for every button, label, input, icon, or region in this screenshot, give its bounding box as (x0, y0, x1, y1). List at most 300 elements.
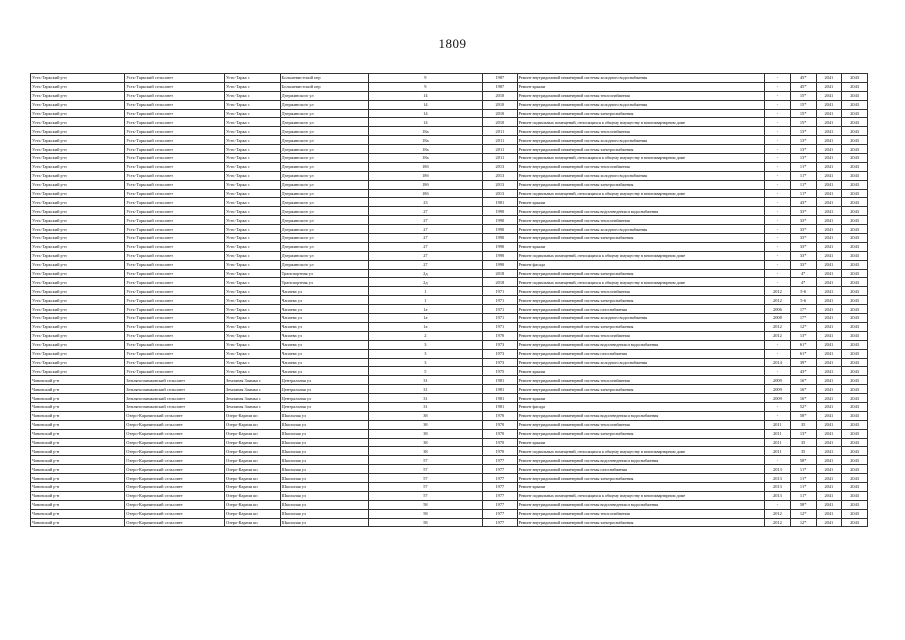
wear-cell: 12* (790, 518, 816, 527)
house-cell: 27 (368, 207, 483, 216)
last-repair-year-cell: 2009 (765, 376, 791, 385)
district-cell: Усть-Таркский р-н (31, 74, 125, 83)
settlement-cell: Усть-Тарка с (224, 340, 280, 349)
municipality-cell: Озеро-Карачинский сельсовет (125, 429, 225, 438)
street-cell: Чапаева ул (280, 331, 368, 340)
plan-end-cell: 2043 (842, 189, 868, 198)
year-built-cell: 2011 (483, 136, 517, 145)
street-cell: Школьная ул (280, 509, 368, 518)
last-repair-year-cell: 2011 (765, 420, 791, 429)
year-built-cell: 1971 (483, 296, 517, 305)
year-built-cell: 1971 (483, 287, 517, 296)
municipality-cell: Усть-Таркский сельсовет (125, 189, 225, 198)
year-built-cell: 2011 (483, 127, 517, 136)
district-cell: Усть-Таркский р-н (31, 305, 125, 314)
plan-end-cell: 2043 (842, 420, 868, 429)
street-cell: Дзержинского ул (280, 207, 368, 216)
table-row (31, 109, 868, 118)
settlement-cell: Усть-Тарка с (224, 127, 280, 136)
street-cell: Школьная ул (280, 438, 368, 447)
table-row (31, 91, 868, 100)
last-repair-year-cell: - (765, 242, 791, 251)
municipality-cell: Усть-Таркский сельсовет (125, 136, 225, 145)
street-cell: Чапаева ул (280, 358, 368, 367)
plan-start-cell: 2041 (816, 207, 842, 216)
plan-end-cell: 2043 (842, 491, 868, 500)
table-row (31, 500, 868, 509)
plan-end-cell: 2043 (842, 118, 868, 127)
settlement-cell: Усть-Тарка с (224, 198, 280, 207)
plan-start-cell: 2041 (816, 162, 842, 171)
plan-start-cell: 2041 (816, 402, 842, 411)
table-row (31, 429, 868, 438)
table-row (31, 314, 868, 323)
district-cell: Усть-Таркский р-н (31, 287, 125, 296)
municipality-cell: Усть-Таркский сельсовет (125, 100, 225, 109)
plan-end-cell: 2043 (842, 74, 868, 83)
table-row (31, 456, 868, 465)
repair-schedule-sheet (30, 73, 868, 527)
street-cell: Школьная ул (280, 500, 368, 509)
district-cell: Чановский р-н (31, 465, 125, 474)
district-cell: Усть-Таркский р-н (31, 260, 125, 269)
street-cell: Дзержинского ул (280, 171, 368, 180)
plan-start-cell: 2041 (816, 216, 842, 225)
district-cell: Чановский р-н (31, 385, 125, 394)
wear-cell: 11* (790, 171, 816, 180)
year-built-cell: 1977 (483, 491, 517, 500)
plan-start-cell: 2041 (816, 127, 842, 136)
municipality-cell: Озеро-Карачинский сельсовет (125, 465, 225, 474)
house-cell: 2д (368, 269, 483, 278)
plan-end-cell: 2043 (842, 474, 868, 483)
last-repair-year-cell: 2009 (765, 385, 791, 394)
street-cell: Дзержинского ул (280, 225, 368, 234)
settlement-cell: Усть-Тарка с (224, 118, 280, 127)
street-cell: Дзержинского ул (280, 91, 368, 100)
house-cell: 57 (368, 465, 483, 474)
settlement-cell: Усть-Тарка с (224, 136, 280, 145)
house-cell: 18б (368, 162, 483, 171)
wear-cell: 5-6 (790, 296, 816, 305)
street-cell: Дзержинского ул (280, 260, 368, 269)
plan-start-cell: 2041 (816, 465, 842, 474)
year-built-cell: 1987 (483, 74, 517, 83)
table-row (31, 447, 868, 456)
work-type-cell: Ремонт подвальных помещений, относящихся к общему имуществу в многоквартирном доме (517, 491, 765, 500)
year-built-cell: 1971 (483, 305, 517, 314)
plan-start-cell: 2041 (816, 225, 842, 234)
wear-cell: 33* (790, 225, 816, 234)
district-cell: Усть-Таркский р-н (31, 242, 125, 251)
plan-end-cell: 2043 (842, 358, 868, 367)
last-repair-year-cell: - (765, 225, 791, 234)
plan-end-cell: 2043 (842, 251, 868, 260)
settlement-cell: Усть-Тарка с (224, 349, 280, 358)
plan-start-cell: 2041 (816, 296, 842, 305)
table-row (31, 340, 868, 349)
municipality-cell: Усть-Таркский сельсовет (125, 145, 225, 154)
table-row (31, 305, 868, 314)
year-built-cell: 2010 (483, 109, 517, 118)
street-cell: Школьная ул (280, 482, 368, 491)
year-built-cell: 1975 (483, 367, 517, 376)
year-built-cell: 1970 (483, 438, 517, 447)
house-cell: 5 (368, 367, 483, 376)
page-number: 1809 (438, 36, 467, 51)
work-type-cell: Ремонт внутридомовой инженерной системы теплоснабжения (517, 91, 765, 100)
table-row (31, 171, 868, 180)
table-row (31, 162, 868, 171)
last-repair-year-cell: 2012 (765, 331, 791, 340)
district-cell: Усть-Таркский р-н (31, 349, 125, 358)
work-type-cell: Ремонт внутридомовой инженерной системы теплоснабжения (517, 127, 765, 136)
wear-cell: 13* (790, 145, 816, 154)
work-type-cell: Ремонт внутридомовой инженерной системы водоотведения и водоснабжения (517, 207, 765, 216)
street-cell: Чапаева ул (280, 367, 368, 376)
district-cell: Усть-Таркский р-н (31, 207, 125, 216)
plan-start-cell: 2041 (816, 145, 842, 154)
table-row (31, 154, 868, 163)
district-cell: Усть-Таркский р-н (31, 234, 125, 243)
settlement-cell: Озеро-Карачи кп (224, 456, 280, 465)
plan-start-cell: 2041 (816, 154, 842, 163)
wear-cell: 35 (790, 438, 816, 447)
year-built-cell: 1981 (483, 394, 517, 403)
settlement-cell: Земляная Заимка с (224, 394, 280, 403)
wear-cell: 11* (790, 465, 816, 474)
district-cell: Чановский р-н (31, 402, 125, 411)
last-repair-year-cell: 2006 (765, 305, 791, 314)
district-cell: Усть-Таркский р-н (31, 296, 125, 305)
wear-cell: 52* (790, 402, 816, 411)
settlement-cell: Усть-Тарка с (224, 278, 280, 287)
plan-end-cell: 2043 (842, 91, 868, 100)
district-cell: Усть-Таркский р-н (31, 358, 125, 367)
wear-cell: 13* (790, 127, 816, 136)
street-cell: Дзержинского ул (280, 109, 368, 118)
house-cell: 58 (368, 509, 483, 518)
wear-cell: 11* (790, 474, 816, 483)
settlement-cell: Усть-Тарка с (224, 154, 280, 163)
street-cell: Дзержинского ул (280, 180, 368, 189)
last-repair-year-cell: - (765, 82, 791, 91)
municipality-cell: Озеро-Карачинский сельсовет (125, 411, 225, 420)
settlement-cell: Озеро-Карачи кп (224, 500, 280, 509)
work-type-cell: Ремонт внутридомовой инженерной системы водоотведения и водоснабжения (517, 340, 765, 349)
wear-cell: 58* (790, 456, 816, 465)
municipality-cell: Усть-Таркский сельсовет (125, 234, 225, 243)
plan-end-cell: 2043 (842, 207, 868, 216)
street-cell: Школьная ул (280, 465, 368, 474)
year-built-cell: 1971 (483, 322, 517, 331)
district-cell: Усть-Таркский р-н (31, 118, 125, 127)
year-built-cell: 1971 (483, 314, 517, 323)
municipality-cell: Усть-Таркский сельсовет (125, 118, 225, 127)
municipality-cell: Усть-Таркский сельсовет (125, 278, 225, 287)
plan-end-cell: 2043 (842, 109, 868, 118)
last-repair-year-cell: - (765, 180, 791, 189)
work-type-cell: Ремонт фасада (517, 260, 765, 269)
settlement-cell: Усть-Тарка с (224, 82, 280, 91)
plan-start-cell: 2041 (816, 82, 842, 91)
plan-end-cell: 2043 (842, 465, 868, 474)
municipality-cell: Усть-Таркский сельсовет (125, 287, 225, 296)
plan-end-cell: 2043 (842, 447, 868, 456)
plan-end-cell: 2043 (842, 394, 868, 403)
plan-start-cell: 2041 (816, 367, 842, 376)
district-cell: Чановский р-н (31, 429, 125, 438)
district-cell: Усть-Таркский р-н (31, 340, 125, 349)
district-cell: Чановский р-н (31, 500, 125, 509)
last-repair-year-cell: - (765, 216, 791, 225)
plan-start-cell: 2041 (816, 234, 842, 243)
table-body (31, 74, 868, 527)
wear-cell: 43* (790, 198, 816, 207)
street-cell: Школьная ул (280, 474, 368, 483)
last-repair-year-cell: - (765, 269, 791, 278)
street-cell: Дзержинского ул (280, 198, 368, 207)
district-cell: Чановский р-н (31, 447, 125, 456)
last-repair-year-cell: - (765, 100, 791, 109)
year-built-cell: 1981 (483, 402, 517, 411)
plan-end-cell: 2043 (842, 402, 868, 411)
table-row (31, 287, 868, 296)
street-cell: Дзержинского ул (280, 127, 368, 136)
settlement-cell: Усть-Тарка с (224, 367, 280, 376)
municipality-cell: Усть-Таркский сельсовет (125, 305, 225, 314)
street-cell: Чапаева ул (280, 296, 368, 305)
street-cell: Дзержинского ул (280, 118, 368, 127)
year-built-cell: 1970 (483, 429, 517, 438)
house-cell: 57 (368, 456, 483, 465)
table-row (31, 145, 868, 154)
last-repair-year-cell: - (765, 367, 791, 376)
plan-start-cell: 2041 (816, 438, 842, 447)
year-built-cell: 1990 (483, 234, 517, 243)
municipality-cell: Усть-Таркский сельсовет (125, 216, 225, 225)
district-cell: Усть-Таркский р-н (31, 189, 125, 198)
year-built-cell: 1977 (483, 500, 517, 509)
house-cell: 58 (368, 518, 483, 527)
street-cell: Большевистский пер (280, 74, 368, 83)
district-cell: Чановский р-н (31, 491, 125, 500)
wear-cell: 33* (790, 260, 816, 269)
year-built-cell: 2018 (483, 269, 517, 278)
work-type-cell: Ремонт внутридомовой инженерной системы газоснабжения (517, 305, 765, 314)
table-row (31, 358, 868, 367)
year-built-cell: 2010 (483, 100, 517, 109)
district-cell: Усть-Таркский р-н (31, 278, 125, 287)
settlement-cell: Озеро-Карачи кп (224, 491, 280, 500)
street-cell: Дзержинского ул (280, 189, 368, 198)
work-type-cell: Ремонт внутридомовой инженерной системы электроснабжения (517, 234, 765, 243)
municipality-cell: Озеро-Карачинский сельсовет (125, 482, 225, 491)
last-repair-year-cell: 2013 (765, 465, 791, 474)
work-type-cell: Ремонт внутридомовой инженерной системы холодного водоснабжения (517, 225, 765, 234)
house-cell: 18б (368, 171, 483, 180)
year-built-cell: 1990 (483, 207, 517, 216)
last-repair-year-cell: - (765, 456, 791, 465)
house-cell: 38 (368, 429, 483, 438)
plan-end-cell: 2043 (842, 127, 868, 136)
wear-cell: 33* (790, 234, 816, 243)
last-repair-year-cell: - (765, 260, 791, 269)
work-type-cell: Ремонт внутридомовой инженерной системы холодного водоснабжения (517, 358, 765, 367)
work-type-cell: Ремонт внутридомовой инженерной системы газоснабжения (517, 465, 765, 474)
work-type-cell: Ремонт внутридомовой инженерной системы теплоснабжения (517, 216, 765, 225)
plan-start-cell: 2041 (816, 198, 842, 207)
year-built-cell: 1973 (483, 349, 517, 358)
settlement-cell: Усть-Тарка с (224, 314, 280, 323)
plan-end-cell: 2043 (842, 322, 868, 331)
district-cell: Усть-Таркский р-н (31, 367, 125, 376)
wear-cell: 13* (790, 154, 816, 163)
street-cell: Транспортная ул (280, 269, 368, 278)
plan-end-cell: 2043 (842, 376, 868, 385)
plan-end-cell: 2043 (842, 509, 868, 518)
year-built-cell: 2011 (483, 145, 517, 154)
settlement-cell: Усть-Тарка с (224, 287, 280, 296)
plan-start-cell: 2041 (816, 385, 842, 394)
district-cell: Усть-Таркский р-н (31, 100, 125, 109)
wear-cell: 61* (790, 349, 816, 358)
wear-cell: 33* (790, 242, 816, 251)
wear-cell: 13* (790, 429, 816, 438)
plan-end-cell: 2043 (842, 162, 868, 171)
house-cell: 3 (368, 349, 483, 358)
street-cell: Школьная ул (280, 429, 368, 438)
last-repair-year-cell: - (765, 154, 791, 163)
settlement-cell: Усть-Тарка с (224, 269, 280, 278)
work-type-cell: Ремонт крыши (517, 242, 765, 251)
street-cell: Школьная ул (280, 456, 368, 465)
work-type-cell: Ремонт внутридомовой инженерной системы теплоснабжения (517, 509, 765, 518)
plan-start-cell: 2041 (816, 518, 842, 527)
last-repair-year-cell: - (765, 411, 791, 420)
district-cell: Усть-Таркский р-н (31, 171, 125, 180)
district-cell: Чановский р-н (31, 376, 125, 385)
municipality-cell: Усть-Таркский сельсовет (125, 367, 225, 376)
plan-end-cell: 2043 (842, 171, 868, 180)
plan-end-cell: 2043 (842, 385, 868, 394)
settlement-cell: Усть-Тарка с (224, 234, 280, 243)
district-cell: Усть-Таркский р-н (31, 145, 125, 154)
plan-start-cell: 2041 (816, 447, 842, 456)
year-built-cell: 2011 (483, 154, 517, 163)
house-cell: 31 (368, 394, 483, 403)
table-row (31, 251, 868, 260)
district-cell: Усть-Таркский р-н (31, 322, 125, 331)
work-type-cell: Ремонт внутридомовой инженерной системы теплоснабжения (517, 287, 765, 296)
municipality-cell: Усть-Таркский сельсовет (125, 207, 225, 216)
plan-end-cell: 2043 (842, 305, 868, 314)
plan-end-cell: 2043 (842, 349, 868, 358)
year-built-cell: 2013 (483, 180, 517, 189)
work-type-cell: Ремонт крыши (517, 367, 765, 376)
plan-start-cell: 2041 (816, 305, 842, 314)
street-cell: Чапаева ул (280, 287, 368, 296)
work-type-cell: Ремонт внутридомовой инженерной системы холодного водоснабжения (517, 100, 765, 109)
house-cell: 31 (368, 385, 483, 394)
last-repair-year-cell: - (765, 109, 791, 118)
plan-start-cell: 2041 (816, 171, 842, 180)
house-cell: 57 (368, 491, 483, 500)
year-built-cell: 1977 (483, 456, 517, 465)
house-cell: 31 (368, 376, 483, 385)
wear-cell: 43* (790, 367, 816, 376)
work-type-cell: Ремонт внутридомовой инженерной системы холодного водоснабжения (517, 314, 765, 323)
municipality-cell: Озеро-Карачинский сельсовет (125, 491, 225, 500)
settlement-cell: Усть-Тарка с (224, 242, 280, 251)
house-cell: 38 (368, 438, 483, 447)
street-cell: Дзержинского ул (280, 162, 368, 171)
work-type-cell: Ремонт подвальных помещений, относящихся к общему имуществу в многоквартирном доме (517, 154, 765, 163)
house-cell: 57 (368, 482, 483, 491)
year-built-cell: 1970 (483, 331, 517, 340)
municipality-cell: Озеро-Карачинский сельсовет (125, 420, 225, 429)
year-built-cell: 1990 (483, 260, 517, 269)
street-cell: Дзержинского ул (280, 154, 368, 163)
last-repair-year-cell: - (765, 162, 791, 171)
plan-end-cell: 2043 (842, 411, 868, 420)
year-built-cell: 1990 (483, 251, 517, 260)
municipality-cell: Землянозаимковский сельсовет (125, 402, 225, 411)
plan-start-cell: 2041 (816, 189, 842, 198)
settlement-cell: Усть-Тарка с (224, 109, 280, 118)
settlement-cell: Озеро-Карачи кп (224, 411, 280, 420)
street-cell: Дзержинского ул (280, 136, 368, 145)
plan-start-cell: 2041 (816, 456, 842, 465)
municipality-cell: Усть-Таркский сельсовет (125, 296, 225, 305)
street-cell: Чапаева ул (280, 349, 368, 358)
municipality-cell: Землянозаимковский сельсовет (125, 394, 225, 403)
street-cell: Центральная ул (280, 402, 368, 411)
settlement-cell: Усть-Тарка с (224, 189, 280, 198)
settlement-cell: Усть-Тарка с (224, 251, 280, 260)
house-cell: 57 (368, 474, 483, 483)
municipality-cell: Усть-Таркский сельсовет (125, 340, 225, 349)
work-type-cell: Ремонт внутридомовой инженерной системы теплоснабжения (517, 420, 765, 429)
street-cell: Центральная ул (280, 385, 368, 394)
district-cell: Чановский р-н (31, 482, 125, 491)
year-built-cell: 1981 (483, 385, 517, 394)
last-repair-year-cell: 2008 (765, 314, 791, 323)
district-cell: Усть-Таркский р-н (31, 82, 125, 91)
settlement-cell: Усть-Тарка с (224, 216, 280, 225)
plan-end-cell: 2043 (842, 242, 868, 251)
year-built-cell: 1990 (483, 216, 517, 225)
house-cell: 27 (368, 216, 483, 225)
work-type-cell: Ремонт внутридомовой инженерной системы электроснабжения (517, 180, 765, 189)
table-row (31, 402, 868, 411)
municipality-cell: Усть-Таркский сельсовет (125, 251, 225, 260)
district-cell: Усть-Таркский р-н (31, 127, 125, 136)
municipality-cell: Усть-Таркский сельсовет (125, 162, 225, 171)
district-cell: Усть-Таркский р-н (31, 154, 125, 163)
plan-end-cell: 2043 (842, 482, 868, 491)
table-row (31, 420, 868, 429)
street-cell: Дзержинского ул (280, 145, 368, 154)
municipality-cell: Усть-Таркский сельсовет (125, 91, 225, 100)
wear-cell: 58* (790, 411, 816, 420)
plan-end-cell: 2043 (842, 154, 868, 163)
plan-end-cell: 2043 (842, 278, 868, 287)
table-row (31, 509, 868, 518)
wear-cell: 17* (790, 314, 816, 323)
wear-cell: 11* (790, 491, 816, 500)
settlement-cell: Земляная Заимка с (224, 402, 280, 411)
